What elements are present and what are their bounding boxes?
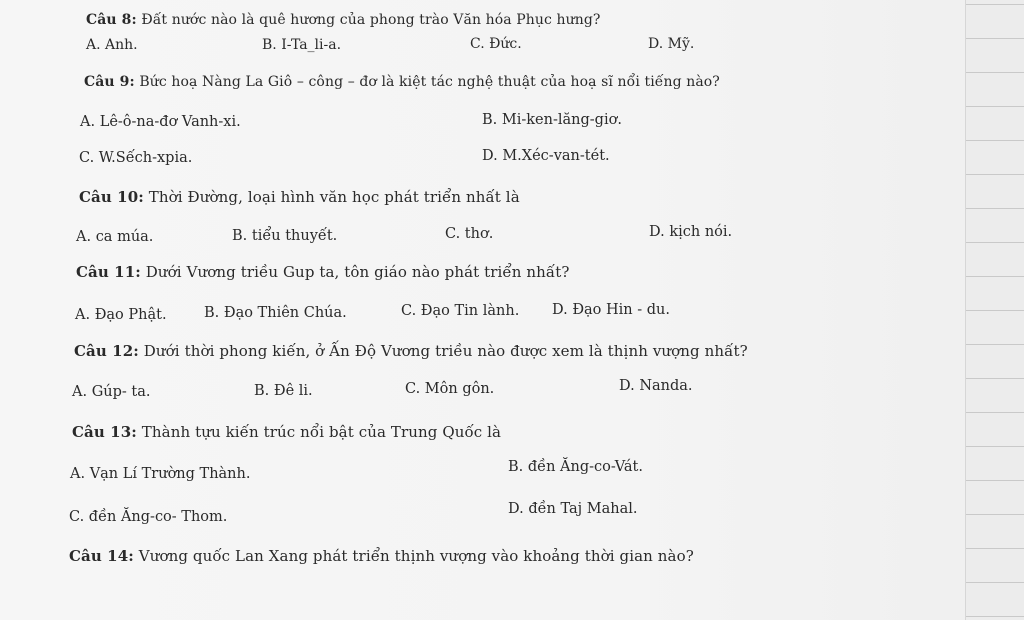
question-label: Câu 9: bbox=[84, 74, 135, 90]
question-9 bbox=[84, 74, 720, 90]
ruled-line bbox=[966, 582, 1024, 583]
question-12 bbox=[74, 342, 748, 360]
ruled-line bbox=[966, 72, 1024, 73]
ruled-line bbox=[966, 344, 1024, 345]
ruled-line bbox=[966, 174, 1024, 175]
ruled-line bbox=[966, 616, 1024, 617]
question-13 bbox=[72, 423, 501, 441]
option-c: C. thơ. bbox=[445, 226, 494, 242]
question-label: Câu 12: bbox=[74, 342, 139, 360]
ruled-line bbox=[966, 446, 1024, 447]
ruled-line bbox=[966, 480, 1024, 481]
option-b: B. tiểu thuyết. bbox=[232, 228, 338, 244]
question-text: Đất nước nào là quê hương của phong trào Văn hóa Phục hưng? bbox=[141, 12, 601, 28]
ruled-line bbox=[966, 548, 1024, 549]
option-c: C. W.Sếch-xpia. bbox=[79, 150, 193, 166]
option-d: D. Nanda. bbox=[619, 378, 693, 394]
question-text: Bức hoạ Nàng La Giô – công – đơ là kiệt tác nghệ thuật của hoạ sĩ nổi tiếng nào? bbox=[139, 74, 720, 90]
option-d: D. Mỹ. bbox=[648, 36, 695, 52]
question-text: Dưới thời phong kiến, ở Ấn Độ Vương triều nào được xem là thịnh vượng nhất? bbox=[143, 342, 748, 360]
ruled-line bbox=[966, 276, 1024, 277]
question-8 bbox=[86, 12, 601, 28]
option-c: C. Đức. bbox=[470, 36, 522, 52]
question-label: Câu 8: bbox=[86, 12, 137, 28]
option-a: A. Gúp- ta. bbox=[72, 384, 151, 400]
question-11 bbox=[76, 263, 569, 281]
question-label: Câu 13: bbox=[72, 423, 137, 441]
option-d: D. Đạo Hin - du. bbox=[552, 302, 670, 318]
ruled-line bbox=[966, 242, 1024, 243]
option-b: B. Mi-ken-lăng-giơ. bbox=[482, 112, 622, 128]
question-text: Thành tựu kiến trúc nổi bật của Trung Quốc là bbox=[141, 423, 502, 441]
ruled-line bbox=[966, 4, 1024, 5]
option-b: B. I-Ta_li-a. bbox=[262, 37, 342, 53]
option-b: B. Đê li. bbox=[254, 383, 313, 399]
option-d: D. M.Xéc-van-tét. bbox=[482, 148, 610, 164]
option-a: A. Anh. bbox=[86, 37, 138, 53]
lined-page-edge bbox=[965, 0, 1024, 620]
question-10 bbox=[79, 188, 520, 206]
option-a: A. Vạn Lí Trường Thành. bbox=[70, 466, 251, 482]
ruled-line bbox=[966, 378, 1024, 379]
question-label: Câu 10: bbox=[79, 188, 144, 206]
ruled-line bbox=[966, 412, 1024, 413]
ruled-line bbox=[966, 208, 1024, 209]
ruled-line bbox=[966, 310, 1024, 311]
question-text: Vương quốc Lan Xang phát triển thịnh vượng vào khoảng thời gian nào? bbox=[138, 547, 694, 565]
option-c: C. Đạo Tin lành. bbox=[401, 303, 520, 319]
question-text: Thời Đường, loại hình văn học phát triển nhất là bbox=[148, 188, 520, 206]
question-14 bbox=[69, 547, 694, 565]
ruled-line bbox=[966, 140, 1024, 141]
option-b: B. Đạo Thiên Chúa. bbox=[204, 305, 347, 321]
option-c: C. đền Ăng-co- Thom. bbox=[69, 509, 228, 525]
option-c: C. Môn gôn. bbox=[405, 381, 495, 397]
ruled-line bbox=[966, 106, 1024, 107]
question-label: Câu 11: bbox=[76, 263, 141, 281]
option-a: A. Lê-ô-na-đơ Vanh-xi. bbox=[80, 114, 241, 130]
question-text: Dưới Vương triều Gup ta, tôn giáo nào phát triển nhất? bbox=[145, 263, 570, 281]
ruled-line bbox=[966, 38, 1024, 39]
ruled-line bbox=[966, 514, 1024, 515]
option-a: A. ca múa. bbox=[76, 229, 154, 245]
option-b: B. đền Ăng-co-Vát. bbox=[508, 459, 643, 475]
option-d: D. đền Taj Mahal. bbox=[508, 501, 638, 517]
option-a: A. Đạo Phật. bbox=[75, 307, 167, 323]
question-label: Câu 14: bbox=[69, 547, 134, 565]
option-d: D. kịch nói. bbox=[649, 224, 733, 240]
